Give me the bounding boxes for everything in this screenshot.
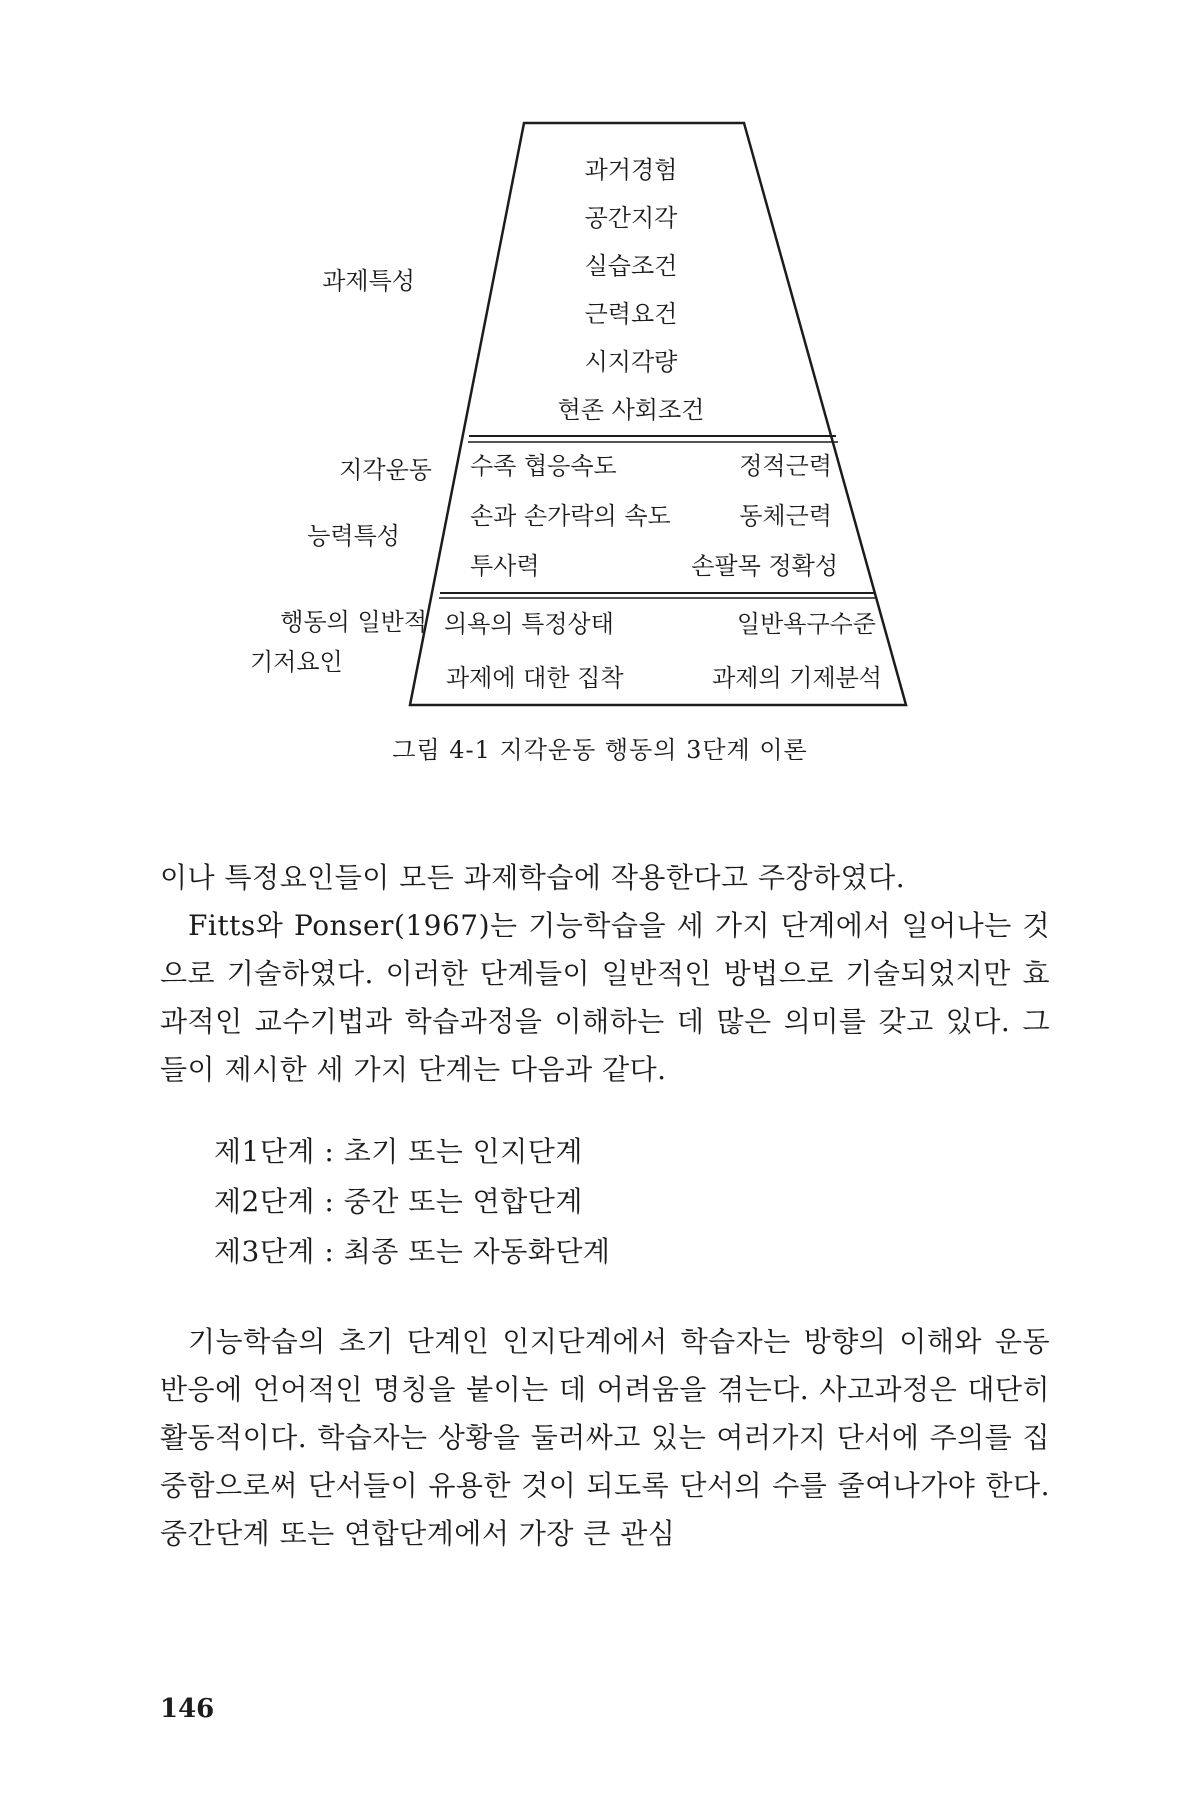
stage-item: 제1단계 : 초기 또는 인지단계 — [214, 1135, 583, 1168]
top-item: 시지각량 — [584, 348, 678, 376]
middle-row-right: 동체근력 — [739, 502, 832, 530]
top-item: 실습조건 — [584, 252, 678, 280]
middle-row-left: 손과 손가락의 속도 — [470, 502, 671, 530]
label-task-characteristics: 과제특성 — [322, 267, 415, 295]
middle-row-right: 손팔목 정확성 — [691, 552, 838, 580]
paragraph-continuation: 이나 특정요인들이 모든 과제학습에 작용한다고 주장하였다. — [160, 861, 906, 894]
middle-row-right: 정적근력 — [739, 452, 832, 480]
bottom-row-left: 의욕의 특정상태 — [444, 610, 614, 638]
top-item: 근력요건 — [584, 300, 678, 328]
stage-item: 제3단계 : 최종 또는 자동화단계 — [214, 1235, 611, 1268]
label-perceptual-line1: 지각운동 — [339, 456, 432, 484]
page-number: 146 — [160, 1694, 215, 1724]
bottom-row-left: 과제에 대한 집착 — [446, 664, 624, 692]
paragraph-cognitive-stage: 기능학습의 초기 단계인 인지단계에서 학습자는 방향의 이해와 운동반응에 언어적인 명칭을 붙이는 데 어려움을 겪는다. 사고과정은 대단히 활동적이다. 학습자는 상황을 둘러싸고 있는 여러가지 단서에 주의를 집중함으로써 단서들이 유용한 것이 되도록 단서의 수를 줄여나가야 한다. 중간단계 또는 연합단계에서 가장 큰 관심 — [160, 1325, 1050, 1550]
label-behavior-line1: 행동의 일반적 — [280, 608, 427, 636]
three-stage-trapezoid-figure — [0, 0, 1200, 760]
top-item: 현존 사회조건 — [557, 396, 705, 424]
label-behavior-line2: 기저요인 — [250, 648, 343, 676]
bottom-row-right: 일반욕구수준 — [736, 610, 876, 638]
bottom-row-right: 과제의 기제분석 — [712, 664, 882, 692]
label-perceptual-line2: 능력특성 — [307, 522, 400, 550]
middle-row-left: 수족 협응속도 — [470, 452, 617, 480]
stages-list — [214, 1127, 610, 1277]
middle-row-left: 투사력 — [470, 552, 540, 580]
paragraph-fitts-ponser: Fitts와 Ponser(1967)는 기능학습을 세 가지 단계에서 일어나는 것으로 기술하였다. 이러한 단계들이 일반적인 방법으로 기술되었지만 효과적인 교수기법과 학습과정을 이해하는 데 많은 의미를 갖고 있다. 그들이 제시한 세 가지 단계는 다음과 같다. — [160, 909, 1050, 1086]
figure-caption: 그림 4-1 지각운동 행동의 3단계 이론 — [392, 736, 808, 764]
top-item: 과거경험 — [584, 156, 678, 184]
top-item: 공간지각 — [584, 204, 678, 232]
stage-item: 제2단계 : 중간 또는 연합단계 — [214, 1185, 583, 1218]
